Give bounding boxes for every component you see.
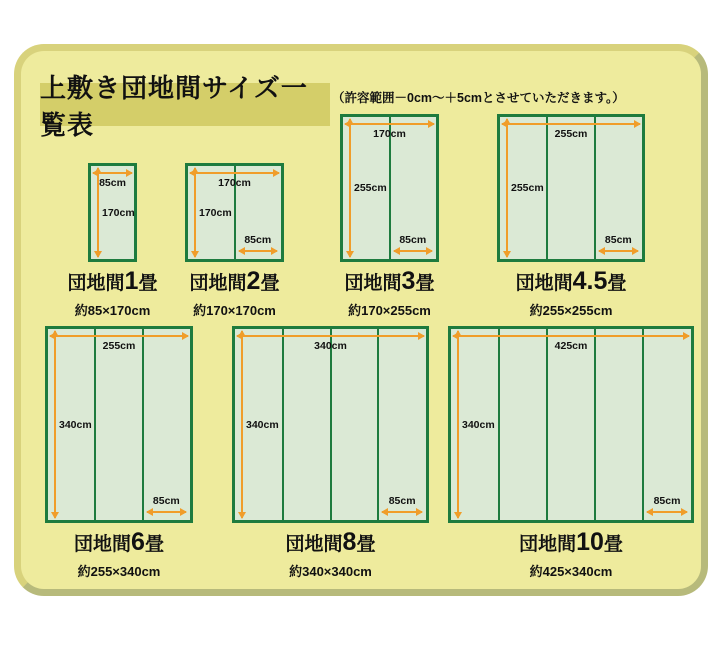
diagram-danchima-2jo [185, 163, 284, 318]
mat-panel-divider [498, 329, 500, 520]
mat-name: 団地間2畳 [189, 267, 280, 295]
panel-width-label: 85cm [388, 495, 416, 507]
width-arrow [50, 335, 188, 337]
panel-width-arrow [647, 511, 687, 513]
mat-panel-divider [282, 329, 284, 520]
width-arrow [190, 172, 279, 174]
mat-size-label: 約425×340cm [529, 563, 613, 579]
diagram-caption [345, 268, 435, 319]
panel-width-label: 85cm [399, 234, 427, 246]
mat-panel-divider [546, 329, 548, 520]
mat-size-label: 約170×255cm [348, 302, 431, 318]
panel-width-arrow [147, 511, 186, 513]
height-arrow [54, 331, 56, 518]
mat-panel-divider [94, 329, 96, 520]
mat-panel-divider [142, 329, 144, 520]
height-arrow [97, 168, 99, 257]
diagram-danchima-1jo [67, 163, 158, 318]
mat-size-label: 約85×170cm [74, 302, 151, 318]
mat-panel-divider [377, 329, 379, 520]
diagram-danchima-8jo [232, 326, 429, 579]
height-arrow [349, 119, 351, 257]
height-label: 340cm [246, 418, 279, 431]
width-arrow [237, 335, 424, 337]
height-arrow [457, 331, 459, 518]
mat-panel-divider [330, 329, 332, 520]
height-label: 170cm [199, 206, 232, 219]
panel-width-arrow [599, 250, 638, 252]
diagram-caption [516, 268, 627, 319]
panel-width-arrow [394, 250, 433, 252]
height-label: 170cm [102, 206, 135, 219]
diagram-danchima-6jo [45, 326, 193, 579]
mat-name: 団地間3畳 [344, 267, 435, 295]
mat-size-label: 約255×255cm [529, 302, 613, 318]
height-label: 340cm [59, 418, 92, 431]
height-label: 255cm [511, 182, 544, 194]
page-title-box [40, 72, 330, 140]
width-label: 85cm [99, 177, 126, 189]
height-arrow [506, 119, 508, 257]
mat-size-label: 約170×170cm [193, 302, 276, 318]
width-label: 255cm [554, 128, 588, 140]
mat-size-label: 約255×340cm [77, 563, 161, 579]
mat-name: 団地間1畳 [67, 267, 158, 295]
panel-width-label: 85cm [653, 495, 681, 507]
panel-width-label: 85cm [152, 495, 180, 507]
mat-panel-divider [594, 329, 596, 520]
diagram-danchima-4-5jo [497, 114, 645, 318]
panel-width-arrow [382, 511, 422, 513]
width-label: 170cm [373, 128, 406, 140]
mat-name: 団地間6畳 [74, 528, 164, 556]
width-label: 170cm [218, 177, 251, 189]
panel-width-label: 85cm [604, 234, 632, 246]
diagram-caption [74, 529, 164, 580]
mat-name: 団地間10畳 [519, 528, 623, 556]
mat-name: 団地間8畳 [285, 528, 376, 556]
width-arrow [345, 123, 434, 125]
tolerance-note: （許容範囲－0cm～＋5cmとさせていただきます。） [332, 91, 625, 105]
width-label: 255cm [102, 340, 136, 352]
mat-name: 団地間4.5畳 [515, 267, 627, 295]
diagram-caption [286, 529, 376, 580]
diagram-danchima-10jo [448, 326, 694, 579]
width-arrow [453, 335, 689, 337]
panel-width-label: 85cm [244, 234, 272, 246]
mat-size-label: 約340×340cm [289, 563, 372, 579]
diagram-caption [519, 529, 623, 580]
diagram-caption [190, 268, 280, 319]
diagram-danchima-3jo [340, 114, 439, 318]
height-arrow [241, 331, 243, 518]
diagram-caption [68, 268, 158, 319]
page-title: 上敷き団地間サイズ一覧表 [40, 72, 308, 140]
width-label: 425cm [554, 340, 588, 352]
mat-panel-divider [642, 329, 644, 520]
panel-width-arrow [239, 250, 278, 252]
width-label: 340cm [314, 340, 347, 352]
height-arrow [194, 168, 196, 257]
height-label: 255cm [354, 182, 387, 194]
height-label: 340cm [462, 418, 495, 431]
width-arrow [502, 123, 640, 125]
